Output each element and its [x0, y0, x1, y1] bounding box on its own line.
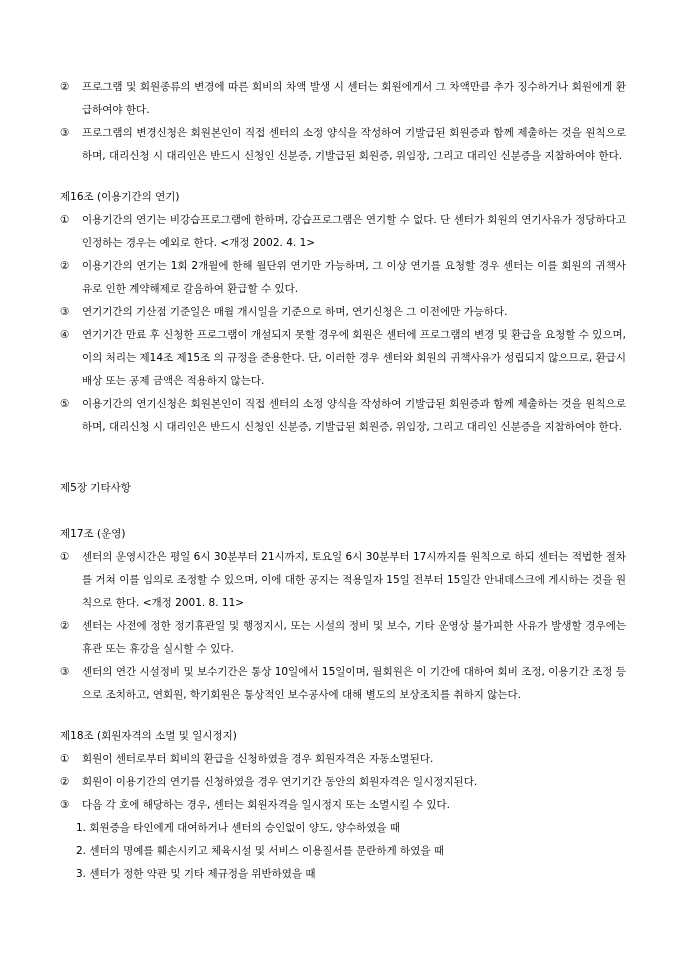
article-17-title: 제17조 (운영): [60, 528, 126, 540]
clause-text: 연기기간 만료 후 신청한 프로그램이 개설되지 못할 경우에 회원은 센터에 프로그램의 변경 및 환급을 요청할 수 있으며, 이의 처리는 제14조 제15조 의 규정을 준용한다. 단, 이러한 경우 센터와 회원의 귀책사유가 성립되지 않으므로, 환급시 배상 또는 공제 금액은 적용하지 않는다.: [82, 329, 626, 387]
article-16: [60, 186, 626, 439]
clause-text: 이용기간의 연기는 1회 2개월에 한해 월단위 연기만 가능하며, 그 이상 연기를 요청할 경우 센터는 이를 회원의 귀책사유로 인한 계약해제로 갈음하여 환급할 수 있다.: [82, 260, 626, 295]
clause-text: 연기기간의 기산점 기준일은 매월 개시일을 기준으로 하며, 연기신청은 그 이전에만 가능하다.: [82, 306, 508, 318]
clause-text: 회원이 이용기간의 연기를 신청하였을 경우 연기기간 동안의 회원자격은 일시정지된다.: [82, 776, 478, 788]
clause-text: 센터의 연간 시설정비 및 보수기간은 통상 10일에서 15일이며, 월회원은 이 기간에 대하여 회비 조정, 이용기간 조정 등으로 조치하고, 연회원, 학기회원은 통상적인 보수공사에 대해 별도의 보상조치를 취하지 않는다.: [82, 666, 626, 701]
clause-text: 프로그램의 변경신청은 회원본인이 직접 센터의 소정 양식을 작성하여 기발급된 회원증과 함께 제출하는 것을 원칙으로 하며, 대리신청 시 대리인은 반드시 신청인 신분증, 기발급된 회원증, 위임장, 그리고 대리인 신분증을 지참하여야 한다.: [82, 127, 626, 162]
sub-item: 2. 센터의 명예를 훼손시키고 체육시설 및 서비스 이용질서를 문란하게 하였을 때: [76, 845, 444, 857]
clause-text: 회원이 센터로부터 회비의 환급을 신청하였을 경우 회원자격은 자동소멸된다.: [82, 753, 434, 765]
clause-marker: ①: [60, 551, 70, 563]
document-page: [60, 76, 626, 886]
article-18-title: 제18조 (회원자격의 소멸 및 일시정지): [60, 730, 237, 742]
clause-marker: ②: [60, 776, 70, 788]
clause-text: 이용기간의 연기신청은 회원본인이 직접 센터의 소정 양식을 작성하여 기발급된 회원증과 함께 제출하는 것을 원칙으로 하며, 대리신청 시 대리인은 반드시 신청인 신분증, 기발급된 회원증, 위임장, 그리고 대리인 신분증을 지참하여야 한다.: [82, 398, 626, 433]
chapter-5-title: 제5장 기타사항: [60, 482, 131, 494]
clause-text: 이용기간의 연기는 비강습프로그램에 한하며, 강습프로그램은 연기할 수 없다. 단 센터가 회원의 연기사유가 정당하다고 인정하는 경우는 예외로 한다. <개정 2002. 4. 1>: [82, 214, 626, 249]
clause-text: 센터는 사전에 정한 정기휴관일 및 행정지시, 또는 시설의 정비 및 보수, 기타 운영상 불가피한 사유가 발생할 경우에는 휴관 또는 휴강을 실시할 수 있다.: [82, 620, 626, 655]
article-16-title: 제16조 (이용기간의 연기): [60, 191, 180, 203]
clause-item: [60, 301, 626, 324]
clause-text: 센터의 운영시간은 평일 6시 30분부터 21시까지, 토요일 6시 30분부터 17시까지를 원칙으로 하되 센터는 적법한 절차를 거쳐 이를 임의로 조정할 수 있으며, 이에 대한 공지는 적용일자 15일 전부터 15일간 안내데스크에 게시하는 것을 원칙으로 한다. <개정 2001. 8. 11>: [82, 551, 626, 609]
clause-item: [60, 209, 626, 255]
clause-marker: ①: [60, 753, 70, 765]
sub-item: 3. 센터가 정한 약관 및 기타 제규정을 위반하였을 때: [76, 868, 316, 880]
clause-item: [60, 76, 626, 122]
sub-item: 1. 회원증을 타인에게 대여하거나 센터의 승인없이 양도, 양수하였을 때: [76, 822, 401, 834]
clause-item: [60, 255, 626, 301]
clause-marker: ②: [60, 260, 70, 272]
clause-marker: ③: [60, 306, 70, 318]
section-continued: [60, 76, 626, 168]
clause-item: [60, 393, 626, 439]
clause-marker: ⑤: [60, 398, 70, 410]
clause-item: [60, 794, 626, 817]
clause-marker: ③: [60, 799, 70, 811]
clause-item: [60, 324, 626, 393]
clause-item: [60, 122, 626, 168]
article-17: [60, 523, 626, 707]
clause-marker: ④: [60, 329, 70, 341]
clause-marker: ②: [60, 620, 70, 632]
clause-item: [60, 615, 626, 661]
clause-marker: ①: [60, 214, 70, 226]
article-18: [60, 725, 626, 886]
clause-item: [60, 748, 626, 771]
clause-marker: ③: [60, 127, 70, 139]
clause-text: 다음 각 호에 해당하는 경우, 센터는 회원자격을 일시정지 또는 소멸시킬 수 있다.: [82, 799, 450, 811]
clause-item: [60, 661, 626, 707]
clause-marker: ③: [60, 666, 70, 678]
clause-text: 프로그램 및 회원종류의 변경에 따른 회비의 차액 발생 시 센터는 회원에게서 그 차액만큼 추가 징수하거나 회원에게 환급하여야 한다.: [82, 81, 626, 116]
clause-item: [60, 546, 626, 615]
clause-item: [60, 771, 626, 794]
clause-marker: ②: [60, 81, 70, 93]
